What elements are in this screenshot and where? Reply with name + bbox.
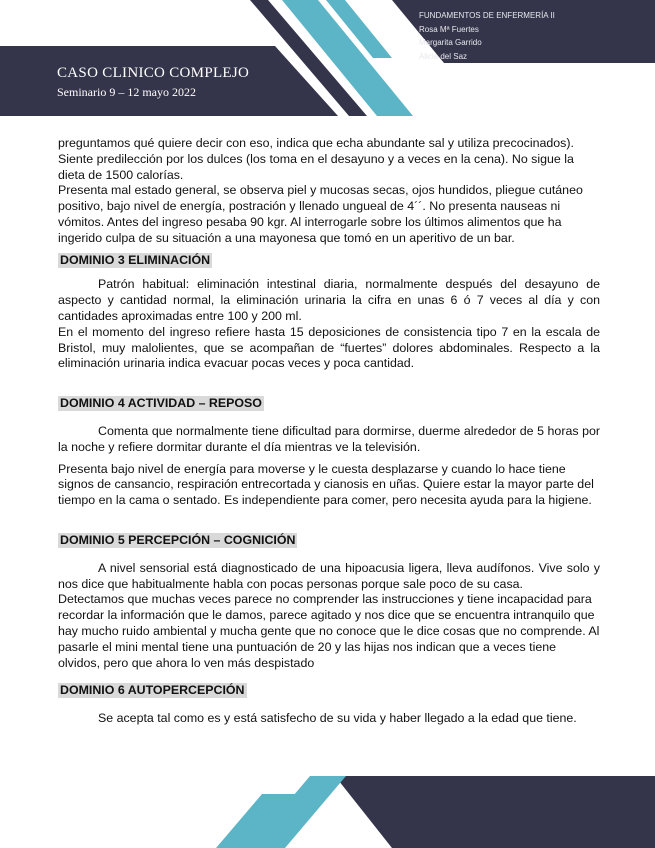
course-info — [419, 9, 555, 63]
paragraph: Presenta bajo nivel de energía para moverse y le cuesta desplazarse y cuando lo hace tiene signos de cansancio, respiración entrecortada y cianosis en uñas. Quiere estar la mayor parte del tiempo en la cama o sentado. Es independiente para comer, pero necesita ayuda para la higiene. — [58, 461, 594, 508]
paragraph: preguntamos qué quiere decir con eso, indica que echa abundante sal y utiliza precocinados). Siente predilección por los dulces (los toma en el desayuno y a veces en la cena). No sigue la dieta de 1500 calorías. — [58, 136, 574, 182]
document-body — [58, 136, 600, 727]
footer-dark-block — [335, 776, 655, 848]
author-name: Alicia del Saz — [419, 51, 468, 61]
paragraph: Comenta que normalmente tiene dificultad para dormirse, duerme alrededor de 5 horas por la noche y refiere dormitar durante el día mientras ve la televisión. — [58, 423, 600, 454]
paragraph: Presenta mal estado general, se observa piel y mucosas secas, ojos hundidos, pliegue cutáneo positivo, bajo nivel de energía, postración y llenado ungueal de 4´´. No presenta nauseas ni vómitos. Antes del ingreso pesaba 90 kgr. Al interrogarle sobre los últimos alimentos que ha ingerido culpa de su situación a una mayonesa que tomó en un aperitivo de un bar. — [58, 183, 583, 245]
paragraph: Se acepta tal como es y está satisfecho de su vida y haber llegado a la edad que tiene. — [98, 711, 577, 726]
paragraph: Patrón habitual: eliminación intestinal diaria, normalmente después del desayuno de aspecto y cantidad normal, la eliminación urinaria la cifra en unas 6 ó 7 veces al día y con cantidades aproximadas entre 100 y 200 ml. — [58, 277, 600, 323]
section-heading: DOMINIO 5 PERCEPCIÓN – COGNICIÓN — [60, 532, 296, 547]
document-title: CASO CLINICO COMPLEJO — [57, 65, 250, 81]
document-subtitle: Seminario 9 – 12 mayo 2022 — [57, 85, 196, 99]
author-name: Rosa Mª Fuertes — [419, 24, 479, 34]
author-name: Margarita Garrido — [419, 38, 482, 48]
section-heading: DOMINIO 3 ELIMINACIÓN — [60, 252, 211, 267]
course-name: FUNDAMENTOS DE ENFERMERÍA II — [419, 11, 555, 20]
section-heading: DOMINIO 4 ACTIVIDAD – REPOSO — [60, 396, 262, 411]
header-banner — [0, 0, 655, 120]
footer-banner — [0, 776, 655, 848]
paragraph: A nivel sensorial está diagnosticado de una hipoacusia ligera, lleva audífonos. Vive solo y nos dice que habitualmente habla con pocas personas porque sale poco de su casa. — [58, 560, 600, 591]
section-heading: DOMINIO 6 AUTOPERCEPCIÓN — [60, 683, 245, 698]
paragraph: En el momento del ingreso refiere hasta 15 deposiciones de consistencia tipo 7 en la escala de Bristol, muy malolientes, que se acompañan de “fuertes” dolores abdominales. Respecto a la eliminación urinaria indica evacuar pocas veces y poca cantidad. — [58, 324, 600, 371]
paragraph: Detectamos que muchas veces parece no comprender las instrucciones y tiene incapacidad para recordar la información que le damos, parece agitado y nos dice que se encuentra intranquilo que hay mucho ruido ambiental y mucha gente que no conoce que le dice cosas que no comprende. Al pasarle el mini mental tiene una puntuación de 20 y las hijas nos indican que a veces tiene olvidos, pero que ahora lo ven más despistado — [58, 592, 600, 670]
